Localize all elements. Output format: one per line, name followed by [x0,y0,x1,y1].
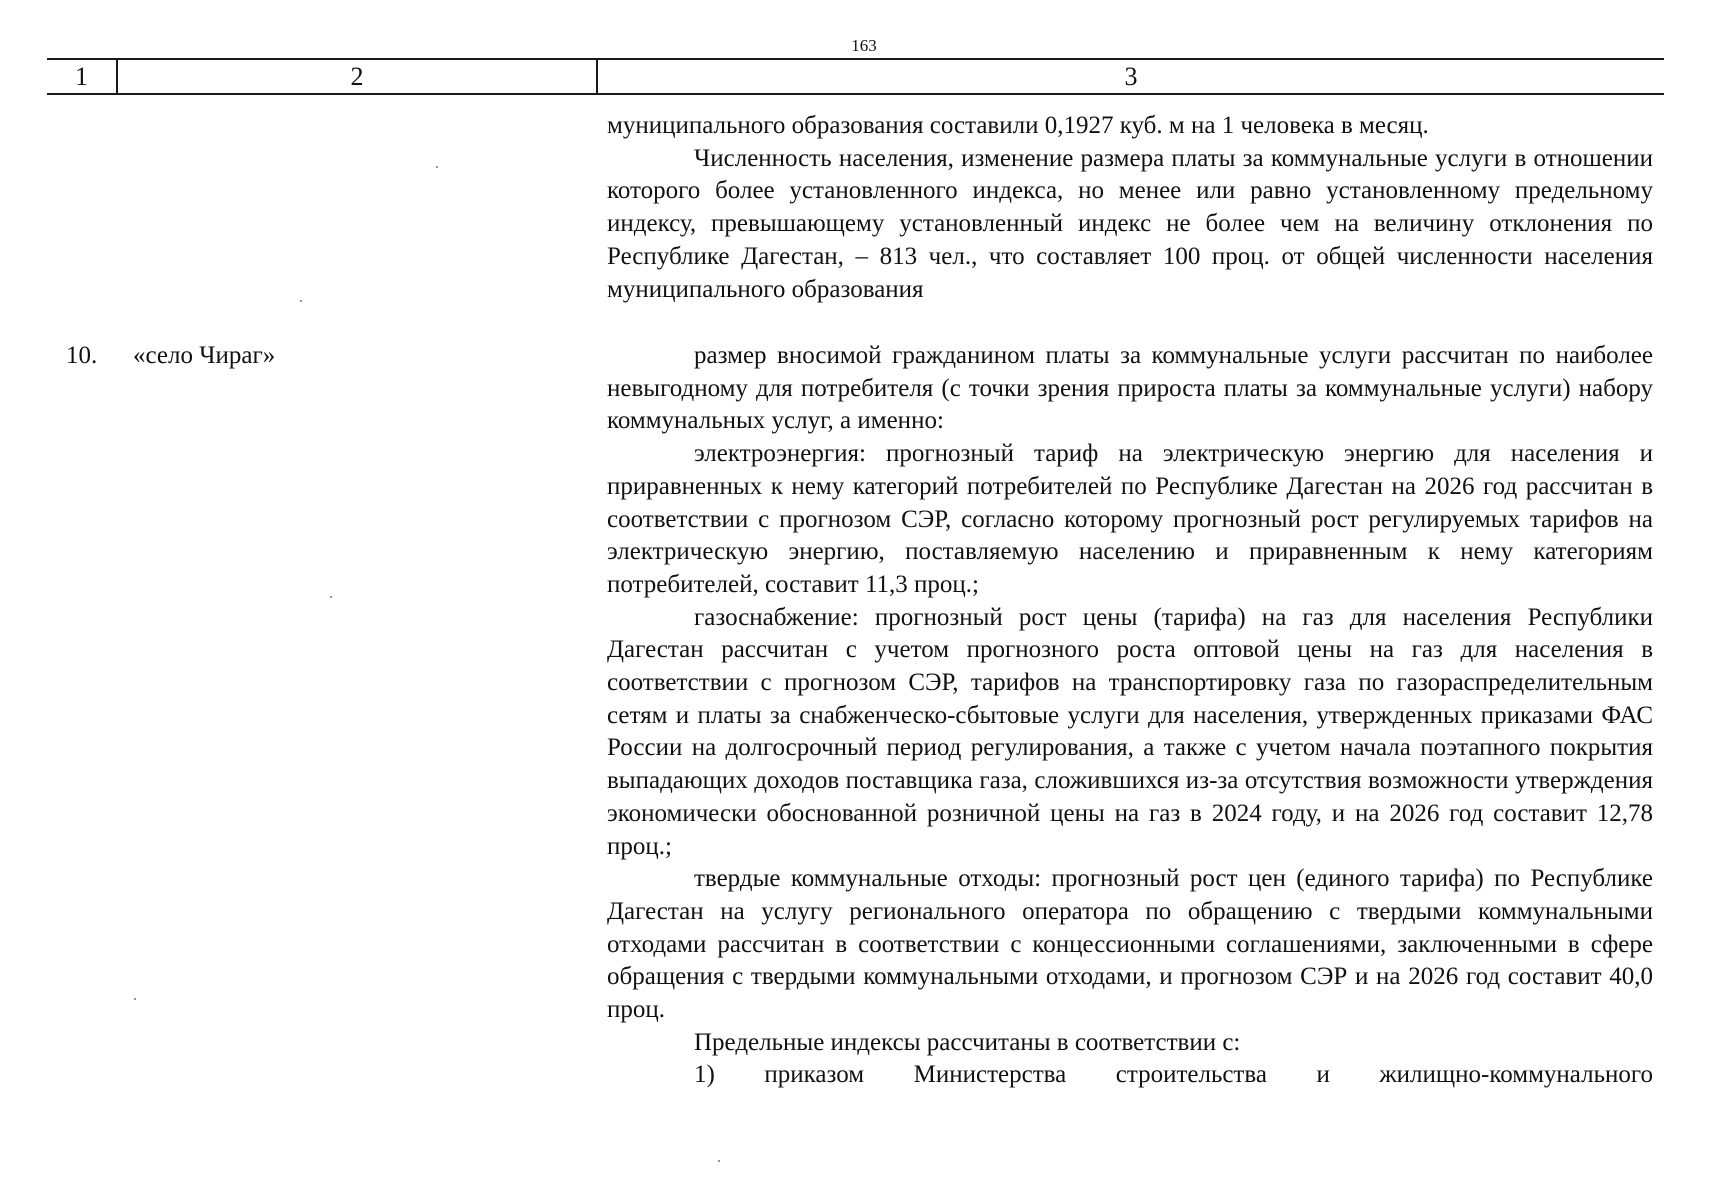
row-number: 10. [66,342,98,369]
paragraph-order-1: 1) приказом Министерства строительства и жилищно-коммунального [694,1061,1653,1089]
scan-speck [134,998,136,1000]
header-col-2: 2 [350,62,364,91]
scan-speck [718,1160,720,1162]
page-number: 163 [851,36,877,55]
header-col-1: 1 [75,62,88,91]
row-description [607,340,1653,1092]
paragraph-intro: размер вносимой гражданином платы за коммунальные услуги рассчитан по наиболее невыгодному для потребителя (с точки зрения прироста платы за коммунальные услуги) набору коммунальных услуг, а именно: [607,342,1653,435]
paragraph-gas: газоснабжение: прогнозный рост цены (тарифа) на газ для населения Республики Дагестан рассчитан с учетом прогнозного роста оптовой цены на газ для населения в соответствии с прогнозом СЭР, тарифов на транспортировку газа по газораспределительным сетям и платы за снабженческо-сбытовые услуги для населения, утвержденных приказами ФАС России на долгосрочный период регулирования, а также с учетом начала поэтапного покрытия выпадающих доходов поставщика газа, сложившихся из-за отсутствия возможности утверждения экономически обоснованной розничной цены на газ в 2024 году, и на 2026 год составит 12,78 проц.; [607,603,1653,860]
header-col-3: 3 [1124,62,1138,91]
paragraph-electricity: электроэнергия: прогнозный тариф на электрическую энергию для населения и приравненных к нему категорий потребителей по Республике Дагестан на 2026 год рассчитан в соответствии с прогнозом СЭР, согласно которому прогнозный рост регулируемых тарифов на электрическую энергию, поставляемую населению и приравненным к нему категориям потребителей, составит 11,3 проц.; [607,440,1653,598]
continuation-first-line: муниципального образования составили 0,1927 куб. м на 1 человека в месяц. [607,112,1429,139]
row-name: «село Чираг» [133,342,276,369]
scan-speck [330,596,332,598]
continuation-block [607,110,1653,306]
continuation-paragraph: Численность населения, изменение размера платы за коммунальные услуги в отношении которого более установленного индекса, но менее или равно установленному предельному индексу, превышающему установленный индекс не более чем на величину отклонения по Республике Дагестан, – 813 чел., что составляет 100 проц. от общей численности населения муниципального образования [607,144,1653,303]
scan-speck [300,300,302,302]
paragraph-indexes: Предельные индексы рассчитаны в соответствии с: [694,1028,1241,1056]
header-bottom-rule [47,93,1664,95]
scan-speck [436,166,438,168]
paragraph-waste: твердые коммунальные отходы: прогнозный рост цен (единого тарифа) по Республике Дагестан на услугу регионального оператора по обращению с твердыми коммунальными отходами рассчитан в соответствии с концессионными соглашениями, заключенными в сфере обращения с твердыми коммунальными отходами, и прогнозом СЭР и на 2026 год составит 40,0 проц. [607,865,1653,1024]
header-top-rule [47,58,1664,60]
